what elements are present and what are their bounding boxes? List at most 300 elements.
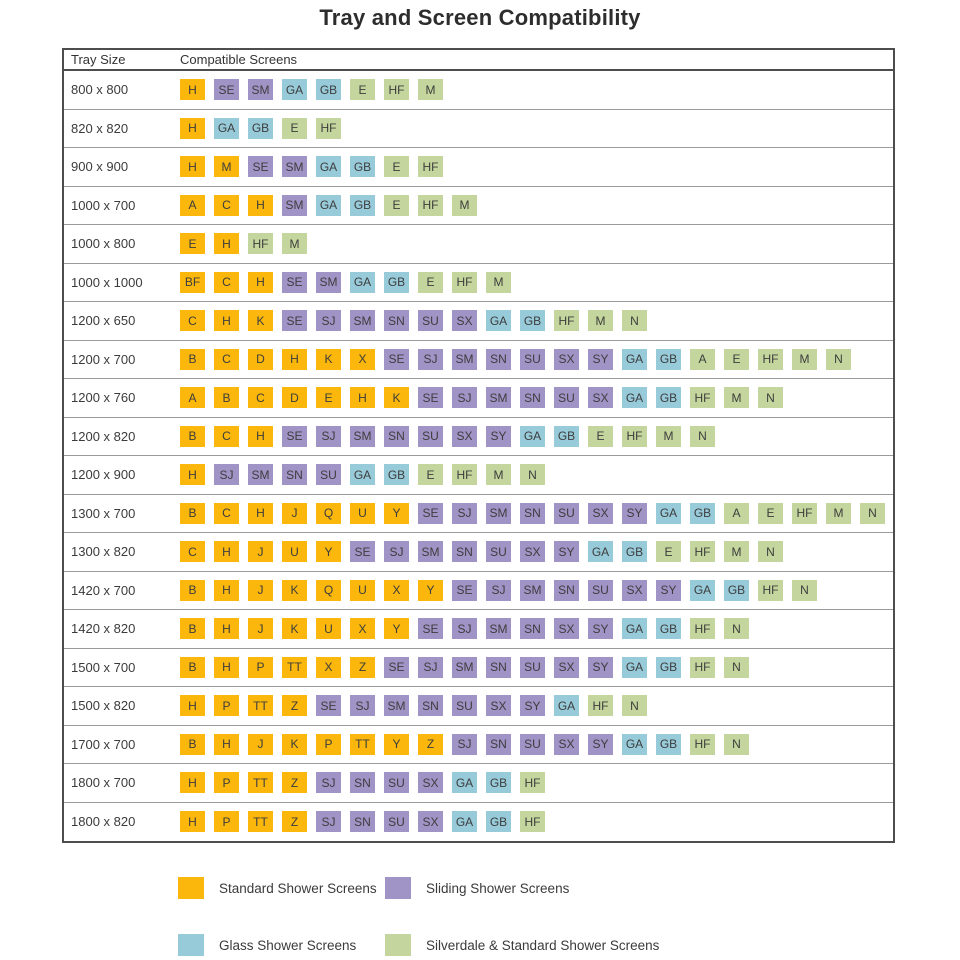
tray-size-label: 1200 x 650 bbox=[71, 313, 136, 329]
screen-badge-SE: SE bbox=[282, 426, 307, 447]
screen-badge-SJ: SJ bbox=[350, 695, 375, 716]
legend-label: Silverdale & Standard Shower Screens bbox=[426, 937, 660, 953]
screen-badge-GA: GA bbox=[622, 349, 647, 370]
screen-badge-HF: HF bbox=[758, 349, 783, 370]
screen-badge-C: C bbox=[180, 541, 205, 562]
tray-size-label: 1200 x 700 bbox=[71, 351, 136, 367]
screen-badge-SM: SM bbox=[486, 503, 511, 524]
screen-badge-M: M bbox=[282, 233, 307, 254]
screen-badges bbox=[180, 426, 715, 447]
screen-badge-GA: GA bbox=[350, 272, 375, 293]
screen-badge-HF: HF bbox=[520, 772, 545, 793]
screen-badge-H: H bbox=[248, 426, 273, 447]
screen-badge-SJ: SJ bbox=[452, 503, 477, 524]
screen-badge-HF: HF bbox=[690, 734, 715, 755]
compatibility-table bbox=[62, 48, 895, 843]
screen-badge-K: K bbox=[282, 580, 307, 601]
screen-badge-SN: SN bbox=[520, 618, 545, 639]
screen-badge-SX: SX bbox=[622, 580, 647, 601]
screen-badge-SX: SX bbox=[520, 541, 545, 562]
screen-badge-H: H bbox=[180, 79, 205, 100]
screen-badge-E: E bbox=[316, 387, 341, 408]
screen-badges bbox=[180, 503, 885, 524]
screen-badge-Z: Z bbox=[418, 734, 443, 755]
screen-badge-H: H bbox=[282, 349, 307, 370]
screen-badge-SE: SE bbox=[316, 695, 341, 716]
screen-badge-N: N bbox=[724, 618, 749, 639]
screen-badge-N: N bbox=[690, 426, 715, 447]
screen-badge-SX: SX bbox=[418, 772, 443, 793]
screen-badges bbox=[180, 79, 443, 100]
legend-label: Glass Shower Screens bbox=[219, 937, 357, 953]
screen-badge-HF: HF bbox=[690, 618, 715, 639]
screen-badge-GA: GA bbox=[452, 811, 477, 832]
screen-badge-GB: GB bbox=[486, 811, 511, 832]
screen-badge-H: H bbox=[180, 464, 205, 485]
screen-badge-GB: GB bbox=[656, 387, 681, 408]
table-row bbox=[64, 187, 893, 226]
screen-badge-SM: SM bbox=[350, 426, 375, 447]
screen-badge-SN: SN bbox=[486, 349, 511, 370]
screen-badges bbox=[180, 657, 749, 678]
screen-badge-GA: GA bbox=[622, 618, 647, 639]
table-row bbox=[64, 456, 893, 495]
screen-badge-Z: Z bbox=[282, 772, 307, 793]
screen-badge-H: H bbox=[350, 387, 375, 408]
screen-badge-SX: SX bbox=[588, 387, 613, 408]
screen-badges bbox=[180, 233, 307, 254]
table-row bbox=[64, 71, 893, 110]
screen-badge-H: H bbox=[214, 233, 239, 254]
screen-badge-M: M bbox=[486, 272, 511, 293]
screen-badge-GB: GB bbox=[656, 657, 681, 678]
header-tray-size: Tray Size bbox=[71, 52, 126, 67]
screen-badge-GB: GB bbox=[690, 503, 715, 524]
tray-size-label: 1200 x 900 bbox=[71, 467, 136, 483]
screen-badge-SN: SN bbox=[350, 772, 375, 793]
screen-badge-A: A bbox=[690, 349, 715, 370]
screen-badge-SJ: SJ bbox=[316, 772, 341, 793]
screen-badges bbox=[180, 734, 749, 755]
screen-badge-TT: TT bbox=[248, 772, 273, 793]
screen-badges bbox=[180, 310, 647, 331]
screen-badge-SM: SM bbox=[452, 349, 477, 370]
screen-badge-SE: SE bbox=[384, 349, 409, 370]
screen-badge-B: B bbox=[180, 580, 205, 601]
screen-badges bbox=[180, 349, 851, 370]
screen-badge-H: H bbox=[180, 695, 205, 716]
screen-badge-GB: GB bbox=[486, 772, 511, 793]
screen-badges bbox=[180, 387, 783, 408]
screen-badge-K: K bbox=[316, 349, 341, 370]
screen-badge-SM: SM bbox=[316, 272, 341, 293]
screen-badge-U: U bbox=[316, 618, 341, 639]
screen-badges bbox=[180, 695, 647, 716]
table-header-row bbox=[64, 50, 893, 71]
screen-badges bbox=[180, 464, 545, 485]
tray-size-label: 1500 x 820 bbox=[71, 698, 136, 714]
screen-badge-M: M bbox=[724, 541, 749, 562]
screen-badge-J: J bbox=[248, 618, 273, 639]
screen-badge-N: N bbox=[758, 541, 783, 562]
legend-label: Standard Shower Screens bbox=[219, 880, 377, 896]
screen-badge-SE: SE bbox=[282, 310, 307, 331]
screen-badge-GB: GB bbox=[520, 310, 545, 331]
screen-badge-N: N bbox=[622, 310, 647, 331]
screen-badges bbox=[180, 811, 545, 832]
table-rows bbox=[64, 71, 893, 841]
screen-badge-H: H bbox=[214, 657, 239, 678]
screen-badge-M: M bbox=[418, 79, 443, 100]
legend-label: Sliding Shower Screens bbox=[426, 880, 570, 896]
tray-size-label: 1300 x 820 bbox=[71, 544, 136, 560]
screen-badge-P: P bbox=[214, 772, 239, 793]
screen-badge-TT: TT bbox=[248, 811, 273, 832]
screen-badge-SE: SE bbox=[214, 79, 239, 100]
legend-swatch-o bbox=[178, 877, 204, 899]
screen-badge-SE: SE bbox=[418, 618, 443, 639]
tray-size-label: 900 x 900 bbox=[71, 159, 129, 175]
screen-badge-SX: SX bbox=[452, 310, 477, 331]
screen-badge-SY: SY bbox=[486, 426, 511, 447]
legend-swatch-b bbox=[178, 934, 204, 956]
screen-badge-SM: SM bbox=[350, 310, 375, 331]
screen-badge-SE: SE bbox=[418, 503, 443, 524]
screen-badge-C: C bbox=[214, 349, 239, 370]
table-row bbox=[64, 495, 893, 534]
screen-badge-SY: SY bbox=[656, 580, 681, 601]
screen-badge-U: U bbox=[350, 503, 375, 524]
screen-badge-X: X bbox=[384, 580, 409, 601]
screen-badge-N: N bbox=[520, 464, 545, 485]
screen-badge-SN: SN bbox=[520, 387, 545, 408]
screen-badge-SN: SN bbox=[486, 734, 511, 755]
screen-badge-B: B bbox=[180, 657, 205, 678]
screen-badge-SU: SU bbox=[384, 811, 409, 832]
screen-badge-H: H bbox=[214, 734, 239, 755]
table-row bbox=[64, 803, 893, 842]
screen-badge-A: A bbox=[180, 387, 205, 408]
screen-badge-TT: TT bbox=[282, 657, 307, 678]
screen-badge-SE: SE bbox=[350, 541, 375, 562]
screen-badge-GB: GB bbox=[656, 734, 681, 755]
screen-badge-SM: SM bbox=[282, 195, 307, 216]
screen-badge-GB: GB bbox=[724, 580, 749, 601]
screen-badge-HF: HF bbox=[690, 541, 715, 562]
screen-badges bbox=[180, 272, 511, 293]
table-row bbox=[64, 264, 893, 303]
screen-badge-B: B bbox=[180, 349, 205, 370]
screen-badge-K: K bbox=[384, 387, 409, 408]
screen-badge-SY: SY bbox=[622, 503, 647, 524]
screen-badge-SU: SU bbox=[520, 734, 545, 755]
table-row bbox=[64, 764, 893, 803]
screen-badge-SE: SE bbox=[418, 387, 443, 408]
screen-badge-H: H bbox=[248, 503, 273, 524]
screen-badge-SM: SM bbox=[520, 580, 545, 601]
screen-badge-B: B bbox=[180, 426, 205, 447]
screen-badge-SX: SX bbox=[486, 695, 511, 716]
screen-badge-GB: GB bbox=[656, 618, 681, 639]
table-row bbox=[64, 148, 893, 187]
screen-badge-E: E bbox=[656, 541, 681, 562]
screen-badge-Q: Q bbox=[316, 580, 341, 601]
screen-badge-E: E bbox=[384, 156, 409, 177]
screen-badge-SU: SU bbox=[316, 464, 341, 485]
screen-badge-SE: SE bbox=[248, 156, 273, 177]
screen-badge-SE: SE bbox=[282, 272, 307, 293]
page-title: Tray and Screen Compatibility bbox=[319, 5, 641, 30]
screen-badge-SX: SX bbox=[554, 349, 579, 370]
screen-badge-M: M bbox=[792, 349, 817, 370]
screen-badge-HF: HF bbox=[384, 79, 409, 100]
screen-badge-GB: GB bbox=[554, 426, 579, 447]
screen-badge-X: X bbox=[350, 618, 375, 639]
screen-badge-SU: SU bbox=[588, 580, 613, 601]
screen-badge-C: C bbox=[214, 272, 239, 293]
screen-badge-SE: SE bbox=[452, 580, 477, 601]
legend-item bbox=[385, 877, 569, 899]
screen-badge-C: C bbox=[180, 310, 205, 331]
tray-size-label: 1700 x 700 bbox=[71, 736, 136, 752]
legend-item bbox=[178, 934, 356, 956]
screen-badge-C: C bbox=[214, 195, 239, 216]
tray-size-label: 820 x 820 bbox=[71, 120, 129, 136]
screen-badge-HF: HF bbox=[554, 310, 579, 331]
screen-badge-HF: HF bbox=[520, 811, 545, 832]
table-row bbox=[64, 341, 893, 380]
table-row bbox=[64, 302, 893, 341]
screen-badge-SN: SN bbox=[384, 426, 409, 447]
screen-badges bbox=[180, 195, 477, 216]
screen-badge-GB: GB bbox=[622, 541, 647, 562]
screen-badge-GA: GA bbox=[622, 387, 647, 408]
screen-badge-N: N bbox=[724, 657, 749, 678]
screen-badge-N: N bbox=[758, 387, 783, 408]
screen-badges bbox=[180, 772, 545, 793]
screen-badge-M: M bbox=[724, 387, 749, 408]
screen-badge-GA: GA bbox=[452, 772, 477, 793]
legend-swatch-g bbox=[385, 934, 411, 956]
screen-badge-Y: Y bbox=[384, 734, 409, 755]
screen-badge-SJ: SJ bbox=[214, 464, 239, 485]
screen-badge-M: M bbox=[452, 195, 477, 216]
screen-badge-C: C bbox=[214, 503, 239, 524]
tray-size-label: 1000 x 700 bbox=[71, 197, 136, 213]
screen-badge-SJ: SJ bbox=[418, 657, 443, 678]
screen-badge-SM: SM bbox=[282, 156, 307, 177]
screen-badge-SE: SE bbox=[384, 657, 409, 678]
screen-badge-SJ: SJ bbox=[452, 734, 477, 755]
screen-badge-GA: GA bbox=[520, 426, 545, 447]
screen-badge-H: H bbox=[214, 580, 239, 601]
screen-badge-B: B bbox=[180, 734, 205, 755]
screen-badge-GA: GA bbox=[486, 310, 511, 331]
screen-badge-SM: SM bbox=[486, 618, 511, 639]
screen-badge-GB: GB bbox=[248, 118, 273, 139]
screen-badge-N: N bbox=[826, 349, 851, 370]
screen-badge-GA: GA bbox=[588, 541, 613, 562]
screen-badge-E: E bbox=[350, 79, 375, 100]
screen-badge-J: J bbox=[282, 503, 307, 524]
screen-badge-U: U bbox=[282, 541, 307, 562]
screen-badge-TT: TT bbox=[350, 734, 375, 755]
screen-badges bbox=[180, 118, 341, 139]
screen-badge-SU: SU bbox=[418, 310, 443, 331]
screen-badge-GA: GA bbox=[554, 695, 579, 716]
screen-badge-GA: GA bbox=[690, 580, 715, 601]
screen-badge-GA: GA bbox=[316, 156, 341, 177]
screen-badge-E: E bbox=[758, 503, 783, 524]
screen-badge-A: A bbox=[180, 195, 205, 216]
legend-swatch-p bbox=[385, 877, 411, 899]
screen-badges bbox=[180, 580, 817, 601]
screen-badge-Y: Y bbox=[316, 541, 341, 562]
screen-badge-N: N bbox=[860, 503, 885, 524]
screen-badge-SM: SM bbox=[384, 695, 409, 716]
screen-badge-D: D bbox=[248, 349, 273, 370]
screen-badge-GB: GB bbox=[316, 79, 341, 100]
screen-badges bbox=[180, 156, 443, 177]
screen-badge-Q: Q bbox=[316, 503, 341, 524]
screen-badge-N: N bbox=[792, 580, 817, 601]
table-row bbox=[64, 687, 893, 726]
screen-badge-SY: SY bbox=[554, 541, 579, 562]
screen-badge-SN: SN bbox=[350, 811, 375, 832]
screen-badge-H: H bbox=[180, 772, 205, 793]
screen-badge-E: E bbox=[282, 118, 307, 139]
screen-badge-GB: GB bbox=[384, 272, 409, 293]
screen-badge-SM: SM bbox=[418, 541, 443, 562]
screen-badge-H: H bbox=[214, 541, 239, 562]
screen-badge-Z: Z bbox=[350, 657, 375, 678]
tray-size-label: 1420 x 820 bbox=[71, 621, 136, 637]
screen-badge-P: P bbox=[316, 734, 341, 755]
screen-badge-SU: SU bbox=[520, 349, 545, 370]
tray-size-label: 1420 x 700 bbox=[71, 582, 136, 598]
screen-badge-C: C bbox=[214, 426, 239, 447]
screen-badge-SJ: SJ bbox=[452, 387, 477, 408]
screen-badge-HF: HF bbox=[588, 695, 613, 716]
screen-badge-SX: SX bbox=[554, 657, 579, 678]
screen-badge-GA: GA bbox=[282, 79, 307, 100]
screen-badge-GA: GA bbox=[656, 503, 681, 524]
tray-size-label: 1300 x 700 bbox=[71, 505, 136, 521]
screen-badge-K: K bbox=[282, 734, 307, 755]
screen-badge-Y: Y bbox=[418, 580, 443, 601]
table-row bbox=[64, 572, 893, 611]
screen-badge-E: E bbox=[724, 349, 749, 370]
tray-size-label: 1500 x 700 bbox=[71, 659, 136, 675]
screen-badge-GB: GB bbox=[384, 464, 409, 485]
screen-badge-M: M bbox=[656, 426, 681, 447]
screen-badge-P: P bbox=[214, 811, 239, 832]
screen-badge-N: N bbox=[622, 695, 647, 716]
screen-badge-SJ: SJ bbox=[316, 310, 341, 331]
screen-badge-P: P bbox=[214, 695, 239, 716]
screen-badge-B: B bbox=[180, 618, 205, 639]
screen-badge-BF: BF bbox=[180, 272, 205, 293]
screen-badge-X: X bbox=[316, 657, 341, 678]
screen-badge-U: U bbox=[350, 580, 375, 601]
screen-badge-SJ: SJ bbox=[486, 580, 511, 601]
screen-badge-Z: Z bbox=[282, 695, 307, 716]
screen-badge-GA: GA bbox=[622, 734, 647, 755]
screen-badge-SJ: SJ bbox=[452, 618, 477, 639]
screen-badge-HF: HF bbox=[690, 657, 715, 678]
screen-badge-GA: GA bbox=[622, 657, 647, 678]
screen-badge-SY: SY bbox=[588, 349, 613, 370]
screen-badge-SY: SY bbox=[588, 618, 613, 639]
screen-badge-SU: SU bbox=[418, 426, 443, 447]
screen-badge-SJ: SJ bbox=[316, 811, 341, 832]
screen-badge-E: E bbox=[418, 272, 443, 293]
header-compatible-screens: Compatible Screens bbox=[180, 52, 298, 67]
table-row bbox=[64, 225, 893, 264]
screen-badge-K: K bbox=[282, 618, 307, 639]
screen-badge-J: J bbox=[248, 541, 273, 562]
screen-badge-P: P bbox=[248, 657, 273, 678]
screen-badge-SU: SU bbox=[452, 695, 477, 716]
screen-badge-GA: GA bbox=[350, 464, 375, 485]
tray-size-label: 1800 x 700 bbox=[71, 775, 136, 791]
screen-badge-SN: SN bbox=[486, 657, 511, 678]
table-row bbox=[64, 533, 893, 572]
screen-badge-SX: SX bbox=[554, 618, 579, 639]
table-row bbox=[64, 418, 893, 457]
screen-badge-Y: Y bbox=[384, 503, 409, 524]
screen-badge-SJ: SJ bbox=[418, 349, 443, 370]
screen-badge-HF: HF bbox=[690, 387, 715, 408]
screen-badge-B: B bbox=[214, 387, 239, 408]
screen-badge-TT: TT bbox=[248, 695, 273, 716]
screen-badge-SM: SM bbox=[486, 387, 511, 408]
tray-size-label: 1200 x 760 bbox=[71, 390, 136, 406]
screen-badge-H: H bbox=[214, 618, 239, 639]
screen-badges bbox=[180, 541, 783, 562]
screen-badge-SN: SN bbox=[418, 695, 443, 716]
table-row bbox=[64, 649, 893, 688]
screen-badge-J: J bbox=[248, 580, 273, 601]
screen-badge-SM: SM bbox=[248, 79, 273, 100]
screen-badge-H: H bbox=[180, 118, 205, 139]
screen-badge-SX: SX bbox=[554, 734, 579, 755]
screen-badge-SY: SY bbox=[588, 734, 613, 755]
screen-badge-GB: GB bbox=[350, 195, 375, 216]
screen-badge-HF: HF bbox=[248, 233, 273, 254]
screen-badge-SN: SN bbox=[554, 580, 579, 601]
screen-badges bbox=[180, 618, 749, 639]
screen-badge-HF: HF bbox=[452, 464, 477, 485]
screen-badge-E: E bbox=[180, 233, 205, 254]
screen-badge-SJ: SJ bbox=[316, 426, 341, 447]
screen-badge-SJ: SJ bbox=[384, 541, 409, 562]
screen-badge-E: E bbox=[588, 426, 613, 447]
tray-size-label: 1800 x 820 bbox=[71, 814, 136, 830]
screen-badge-SU: SU bbox=[486, 541, 511, 562]
screen-badge-HF: HF bbox=[792, 503, 817, 524]
screen-badge-SX: SX bbox=[418, 811, 443, 832]
screen-badge-H: H bbox=[214, 310, 239, 331]
legend-item bbox=[385, 934, 659, 956]
screen-badge-Z: Z bbox=[282, 811, 307, 832]
screen-badge-SM: SM bbox=[248, 464, 273, 485]
legend-item bbox=[178, 877, 377, 899]
screen-badge-GA: GA bbox=[316, 195, 341, 216]
table-row bbox=[64, 610, 893, 649]
screen-badge-M: M bbox=[486, 464, 511, 485]
screen-badge-H: H bbox=[248, 195, 273, 216]
